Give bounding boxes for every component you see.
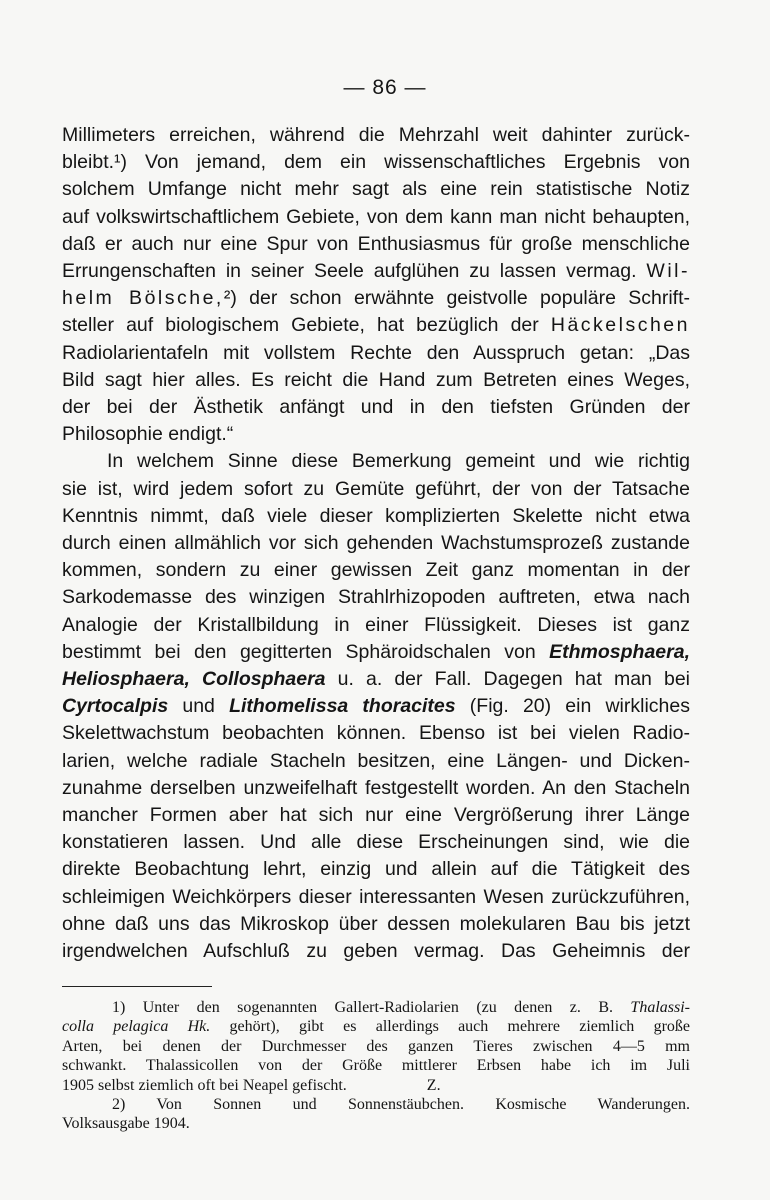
text-line: irgendwelchen Aufschluß zu geben vermag. Das Geheimnis der (62, 940, 690, 963)
text-line: Millimeters erreichen, während die Mehrzahl weit dahinter zurück- (62, 124, 690, 146)
footnote-line: Volksausgabe 1904. (62, 1115, 190, 1133)
text-line: konstatieren lassen. Und alle diese Erscheinungen sind, wie die (62, 831, 690, 854)
text-line: sie ist, wird jedem sofort zu Gemüte geführt, der von der Tatsache (62, 477, 690, 500)
text-line: Errungenschaften in seiner Seele aufglühen zu lassen vermag. Wil- (62, 260, 690, 283)
footnote-line: Arten, bei denen der Durchmesser des ganzen Tieres zwischen 4—5 mm (62, 1037, 690, 1055)
footnote-line: 1) Unter den sogenannten Gallert-Radiolarien (zu denen z. B. Thalassi- (112, 999, 690, 1016)
text-line: bestimmt bei den gegitterten Sphäroidschalen von Ethmosphaera, (62, 640, 690, 663)
text-line: Skelettwachstum beobachten können. Ebenso ist bei vielen Radio- (62, 722, 690, 745)
text-line: In welchem Sinne diese Bemerkung gemeint und wie richtig (107, 450, 690, 473)
page-number: — 86 — (343, 76, 427, 99)
text-line: direkte Beobachtung lehrt, einzig und allein auf die Tätigkeit des (62, 858, 690, 881)
text-line: daß er auch nur eine Spur von Enthusiasmus für große menschliche (62, 232, 690, 255)
text-line: schleimigen Weichkörpers dieser interessanten Wesen zurückzuführen, (62, 885, 690, 908)
text-line: kommen, sondern zu einer gewissen Zeit ganz momentan in der (62, 559, 690, 582)
text-line: zunahme derselben unzweifelhaft festgestellt worden. An den Stacheln (62, 776, 690, 799)
text-line: Kenntnis nimmt, daß viele dieser komplizierten Skelette nicht etwa (62, 504, 690, 527)
text-line: der bei der Ästhetik anfängt und in den tiefsten Gründen der (62, 396, 690, 419)
text-line: mancher Formen aber hat sich nur eine Vergrößerung ihrer Länge (62, 804, 690, 827)
body-text (62, 122, 690, 965)
text-line: Cyrtocalpis und Lithomelissa thoracites (Fig. 20) ein wirkliches (62, 695, 690, 718)
footnote-line: 1905 selbst ziemlich oft bei Neapel gefischt. Z. (62, 1076, 441, 1094)
text-line: auf volkswirtschaftlichem Gebiete, von dem kann man nicht behaupten, (62, 205, 690, 228)
text-line: durch einen allmählich vor sich gehenden Wachstumsprozeß zustande (62, 532, 690, 555)
text-line: Analogie der Kristallbildung in einer Flüssigkeit. Dieses ist ganz (62, 613, 690, 636)
footnotes (62, 998, 690, 1134)
footnote-line: colla pelagica Hk. gehört), gibt es allerdings auch mehrere ziemlich große (62, 1018, 690, 1036)
text-line: ohne daß uns das Mikroskop über dessen molekularen Bau bis jetzt (62, 912, 690, 935)
text-line: Philosophie endigt.“ (62, 423, 234, 446)
text-line: solchem Umfange nicht mehr sagt als eine rein statistische Notiz (62, 178, 690, 201)
text-line: Heliosphaera, Collosphaera u. a. der Fall. Dagegen hat man bei (62, 668, 690, 691)
text-line: larien, welche radiale Stacheln besitzen, eine Längen- und Dicken- (62, 749, 690, 772)
text-line: helm Bölsche,²) der schon erwähnte geistvolle populäre Schrift- (62, 287, 690, 310)
footnote-divider (62, 986, 212, 987)
text-line: bleibt.¹) Von jemand, dem ein wissenschaftliches Ergebnis von (62, 151, 690, 174)
text-line: Sarkodemasse des winzigen Strahlrhizopoden auftreten, etwa nach (62, 586, 690, 609)
text-line: Bild sagt hier alles. Es reicht die Hand zum Betreten eines Weges, (62, 368, 690, 391)
text-line: Radiolarientafeln mit vollstem Rechte den Ausspruch getan: „Das (62, 341, 690, 364)
footnote-line: 2) Von Sonnen und Sonnenstäubchen. Kosmische Wanderungen. (112, 1096, 690, 1114)
text-line: steller auf biologischem Gebiete, hat bezüglich der Häckelschen (62, 314, 690, 337)
footnote-line: schwankt. Thalassicollen von der Größe mittlerer Erbsen habe ich im Juli (62, 1057, 690, 1075)
